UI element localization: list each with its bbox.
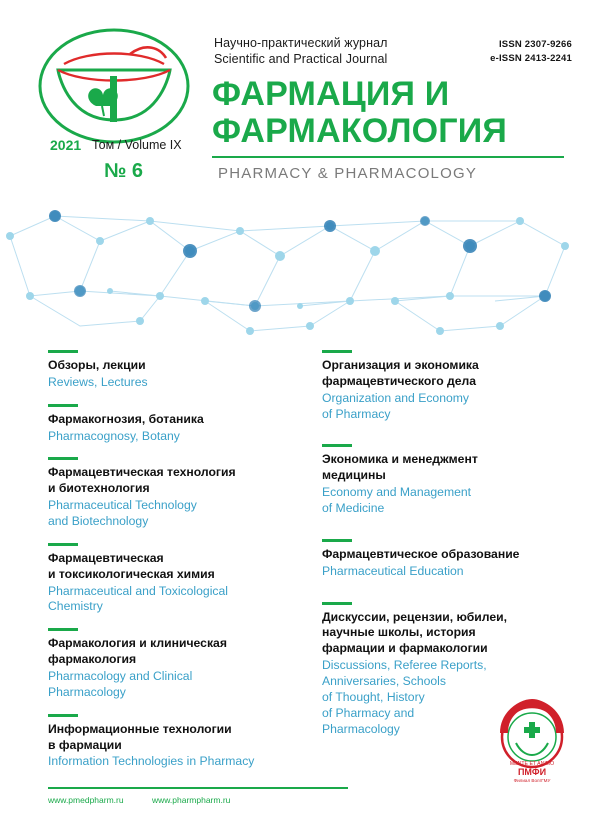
journal-logo-mortar-pestle [34,24,194,149]
section-dash-icon [48,543,78,546]
section-title-en: Pharmacology and Clinical Pharmacology [48,669,193,699]
journal-title-line1: ФАРМАЦИЯ И [212,75,450,113]
section-entry[interactable] [322,444,572,516]
footer-link-pmedpharm[interactable]: www.pmedpharm.ru [48,795,124,805]
issue-volume: Том / Volume IX [92,138,182,152]
section-entry[interactable] [48,404,303,445]
section-title-ru: Обзоры, лекции [48,358,146,372]
section-entry[interactable] [322,350,572,422]
section-title-ru: Дискуссии, рецензии, юбилеи, научные школы, история фармации и фармакологии [322,609,508,656]
section-title-ru: Экономика и менеджмент медицины [322,452,478,483]
section-title-ru: Фармацевтическая и токсикологическая химия [48,550,215,581]
title-divider [212,156,564,158]
journal-title-line2: ФАРМАКОЛОГИЯ [212,111,508,150]
issue-number: № 6 [104,160,143,182]
section-dash-icon [322,350,352,353]
contents-column-right [322,350,572,750]
section-title-ru: Фармацевтическое образование [322,546,520,561]
section-title-en: Pharmaceutical Technology and Biotechnology [48,498,197,529]
section-title-ru: Фармацевтическая технология и биотехнология [48,465,236,496]
section-title-en: Pharmacognosy, Botany [48,428,180,443]
section-entry[interactable] [48,457,303,529]
issn-electronic: e-ISSN 2413-2241 [490,52,572,64]
molecular-network-illustration [0,196,600,346]
section-dash-icon [48,714,78,717]
issn-block [490,38,572,66]
section-entry[interactable] [48,543,303,615]
section-dash-icon [48,350,78,353]
section-dash-icon [48,628,78,631]
cover-header [0,0,600,196]
footer-link-pharmpharm[interactable]: www.pharmpharm.ru [151,795,231,805]
section-entry[interactable] [48,350,303,391]
section-title-ru: Фармакогнозия, ботаника [48,411,204,426]
section-entry[interactable] [322,539,572,580]
section-title-en: Pharmaceutical Education [322,563,464,578]
cover-footer [0,781,600,825]
journal-subtitle-en: Scientific and Practical Journal [214,52,388,66]
section-dash-icon [322,539,352,542]
section-title-en: Pharmaceutical and Toxicological Chemistry [48,583,228,614]
journal-title-en: PHARMACY & PHARMACOLOGY [218,165,478,182]
section-title-ru: Информационные технологии в фармации [48,721,232,752]
section-dash-icon [48,404,78,407]
section-title-en: Economy and Management of Medicine [322,485,472,516]
section-dash-icon [48,457,78,460]
contents-column-left [48,350,303,783]
journal-title [212,76,592,149]
journal-subtitle-ru: Научно-практический журнал [214,36,388,50]
section-title-ru: Фармакология и клиническая фармакология [48,636,227,667]
issue-year: 2021 [50,137,82,153]
footer-links [48,795,256,805]
section-title-en: Information Technologies in Pharmacy [48,754,255,769]
section-title-en: Discussions, Referee Reports, Anniversaries, Schools of Thought, History of Pharmacy and Pharmacology [322,658,487,736]
section-title-ru: Организация и экономика фармацевтического дела [322,358,479,388]
seal-sub: Филиал ВолгГМУ [513,778,551,783]
section-title-en: Reviews, Lectures [48,374,148,389]
section-entry[interactable] [48,714,303,771]
footer-divider [48,787,348,789]
seal-motto: MENTE ET ANIMO [509,761,555,767]
section-dash-icon [322,444,352,447]
section-entry[interactable] [48,628,303,700]
section-title-en: Organization and Economy of Pharmacy [322,390,470,421]
university-seal-pmfi [486,693,578,785]
issn-print: ISSN 2307-9266 [498,39,572,50]
section-dash-icon [322,602,352,605]
seal-abbr: ПМФИ [517,767,547,777]
